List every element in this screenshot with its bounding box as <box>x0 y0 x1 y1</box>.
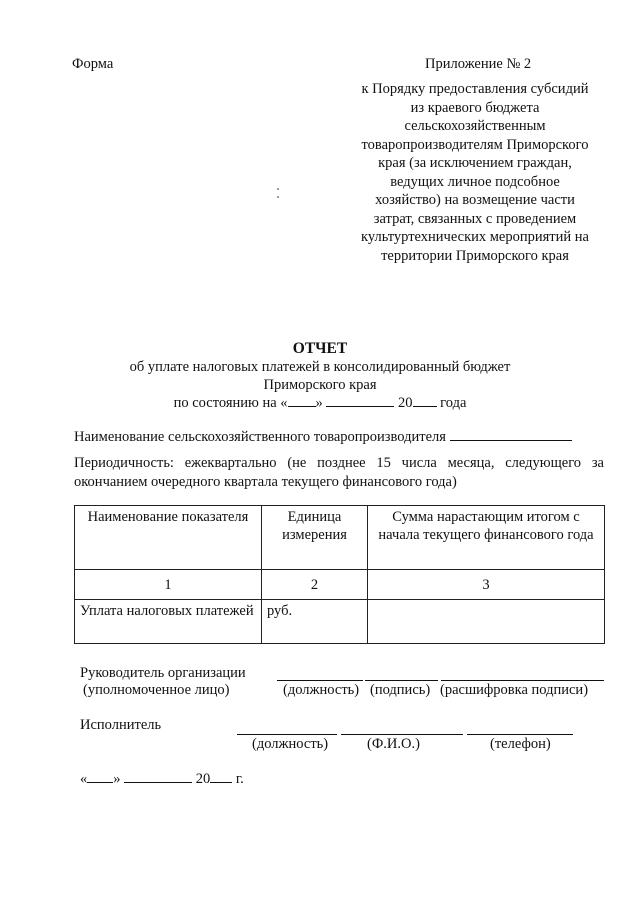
head-decoding-caption: (расшифровка подписи) <box>440 682 589 698</box>
footer-date-open: « <box>80 771 88 787</box>
report-subtitle: Приморского края <box>263 377 377 393</box>
executor-phone-field[interactable] <box>467 722 573 735</box>
amount-cell[interactable] <box>368 600 605 644</box>
footer-suffix: г. <box>235 771 244 787</box>
report-title: ОТЧЕТ <box>292 340 348 357</box>
form-label: Форма <box>72 56 114 72</box>
scan-speck <box>277 196 279 198</box>
footer-day-field[interactable] <box>87 770 113 783</box>
appendix-line: затрат, связанных с проведением <box>373 210 577 227</box>
column-header: Наименование показателя <box>75 506 262 570</box>
producer-name-field[interactable] <box>450 428 572 441</box>
head-decoding-field[interactable] <box>441 668 604 681</box>
column-number: 3 <box>368 570 605 600</box>
footer-date-close: » <box>113 771 121 787</box>
footer-year-field[interactable] <box>210 770 232 783</box>
date-year: 20 <box>398 395 413 411</box>
date-prefix: по состоянию на « <box>173 395 288 411</box>
executor-position-caption: (должность) <box>252 736 329 752</box>
date-suffix: года <box>440 395 467 411</box>
report-subtitle: об уплате налоговых платежей в консолидированный бюджет <box>129 359 511 375</box>
executor-label: Исполнитель <box>80 717 162 733</box>
column-number: 1 <box>75 570 262 600</box>
producer-name-row <box>74 428 604 447</box>
month-field[interactable] <box>326 394 394 407</box>
report-date <box>60 394 580 412</box>
periodicity-text: Периодичность: ежеквартально (не позднее 15 числа месяца, следующего за окончанием очередного квартала текущего финансового года) <box>74 455 604 490</box>
indicator-cell: Уплата налоговых платежей <box>75 600 262 644</box>
executor-phone-caption: (телефон) <box>490 736 551 752</box>
year-field[interactable] <box>413 394 437 407</box>
table-header-row <box>75 506 605 570</box>
head-signature-caption: (подпись) <box>370 682 431 698</box>
appendix-line: края (за исключением граждан, <box>378 155 572 171</box>
column-number: 2 <box>262 570 368 600</box>
producer-name-label: Наименование сельскохозяйственного товаропроизводителя <box>74 429 446 445</box>
appendix-line: культуртехнических мероприятий на <box>361 229 589 245</box>
footer-year: 20 <box>195 771 211 787</box>
head-position-field[interactable] <box>277 668 363 681</box>
executor-name-caption: (Ф.И.О.) <box>367 736 420 752</box>
date-mid: » <box>315 395 323 411</box>
appendix-line: хозяйство) на возмещение части <box>375 192 575 208</box>
report-heading <box>60 340 580 412</box>
column-header: Сумма нарастающим итогом с начала текущего финансового года <box>368 506 605 570</box>
unit-cell: руб. <box>262 600 368 644</box>
head-label-line2: (уполномоченное лицо) <box>83 682 230 698</box>
day-field[interactable] <box>288 394 316 407</box>
head-label-line1: Руководитель организации <box>80 665 246 681</box>
table-number-row <box>75 570 605 600</box>
executor-name-field[interactable] <box>341 722 463 735</box>
head-position-caption: (должность) <box>283 682 360 698</box>
footer-date <box>80 770 244 788</box>
appendix-title: Приложение № 2 <box>425 56 532 72</box>
appendix-line: к Порядку предоставления субсидий <box>361 81 589 97</box>
appendix-line: сельскохозяйственным <box>404 118 546 134</box>
appendix-line: территории Приморского края <box>381 247 569 264</box>
appendix-text <box>340 80 610 265</box>
appendix-line: из краевого бюджета <box>410 99 540 116</box>
head-signature-field[interactable] <box>365 668 438 681</box>
footer-month-field[interactable] <box>124 770 192 783</box>
column-header: Единица измерения <box>262 506 368 570</box>
table-row <box>75 600 605 644</box>
appendix-line: ведущих личное подсобное <box>390 173 560 190</box>
appendix-line: товаропроизводителям Приморского <box>361 136 589 153</box>
scan-speck <box>277 188 279 190</box>
executor-position-field[interactable] <box>237 722 337 735</box>
report-table <box>74 505 605 644</box>
